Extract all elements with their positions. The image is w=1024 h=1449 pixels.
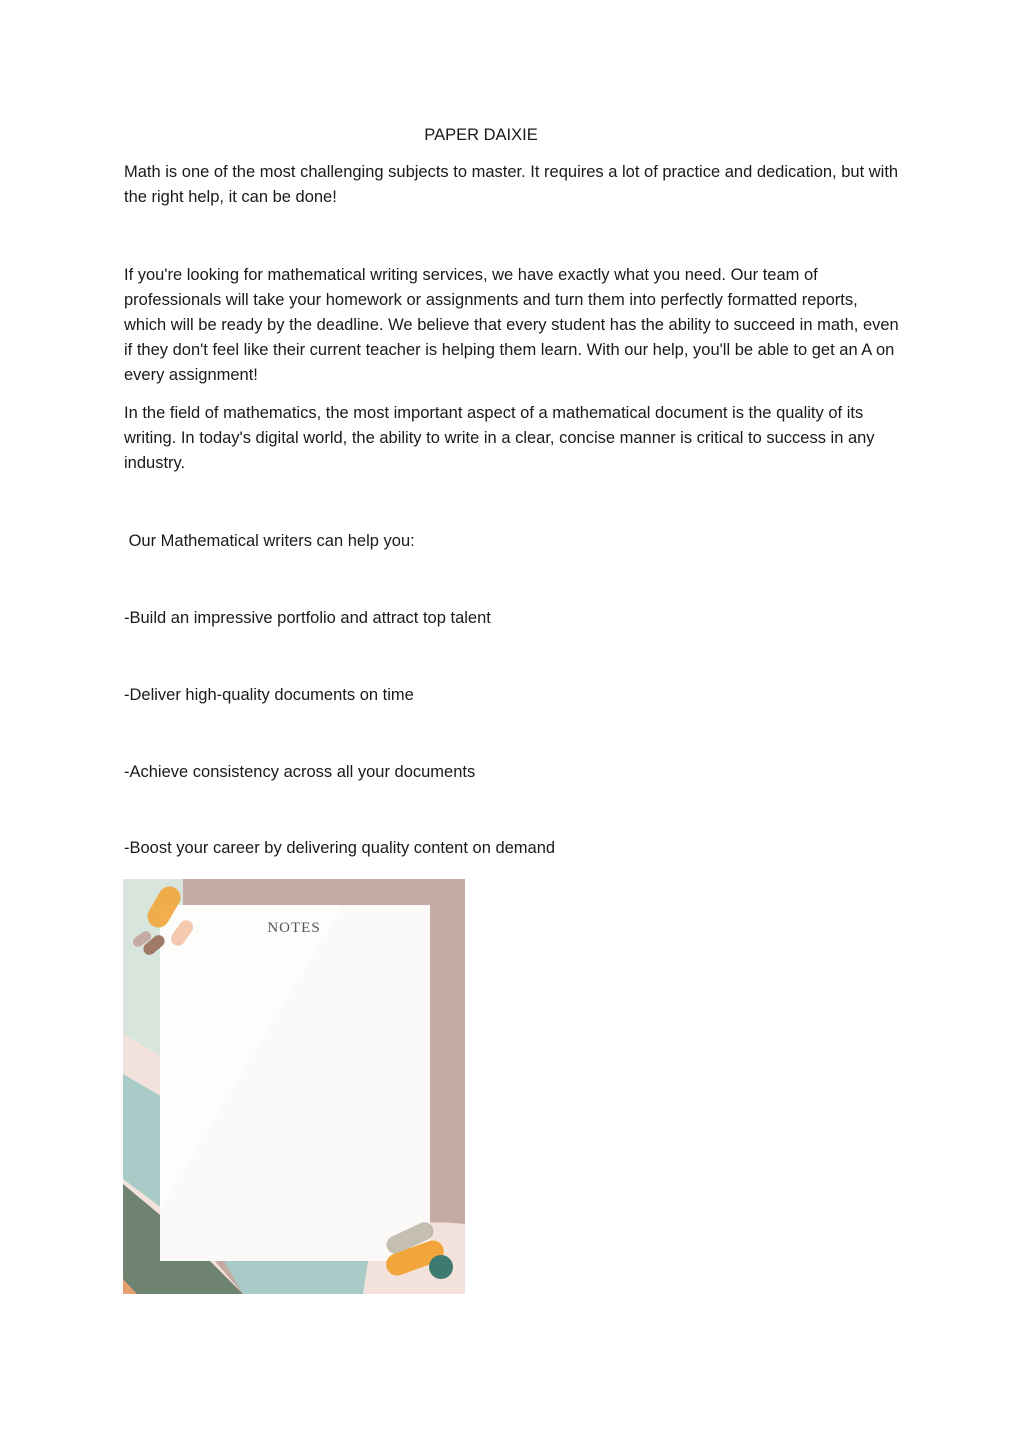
writers-intro: Our Mathematical writers can help you:	[124, 532, 415, 550]
paragraph-field: In the field of mathematics, the most important aspect of a mathematical document is the quality of its writing. In today's digital world, the ability to write in a clear, concise manner is critical to success in any industry.	[124, 404, 875, 472]
notes-card-image	[123, 879, 465, 1294]
notes-card-illustration	[123, 879, 465, 1294]
document-title: PAPER DAIXIE	[424, 126, 538, 144]
bullet-item: -Achieve consistency across all your documents	[124, 763, 476, 781]
paragraph-services: If you're looking for mathematical writing services, we have exactly what you need. Our team of professionals will take your homework or assignments and turn them into perfectly formatted reports, which will be ready by the deadline. We believe that every student has the ability to succeed in math, even if they don't feel like their current teacher is helping them learn. With our help, you'll be able to get an A on every assignment!	[124, 266, 899, 384]
bullet-item: -Boost your career by delivering quality content on demand	[124, 839, 556, 857]
paragraph-intro: Math is one of the most challenging subjects to master. It requires a lot of practice and dedication, but with the right help, it can be done!	[124, 163, 899, 206]
notes-label: NOTES	[267, 920, 321, 936]
bullet-item: -Build an impressive portfolio and attract top talent	[124, 609, 491, 627]
bullet-item: -Deliver high-quality documents on time	[124, 686, 414, 704]
